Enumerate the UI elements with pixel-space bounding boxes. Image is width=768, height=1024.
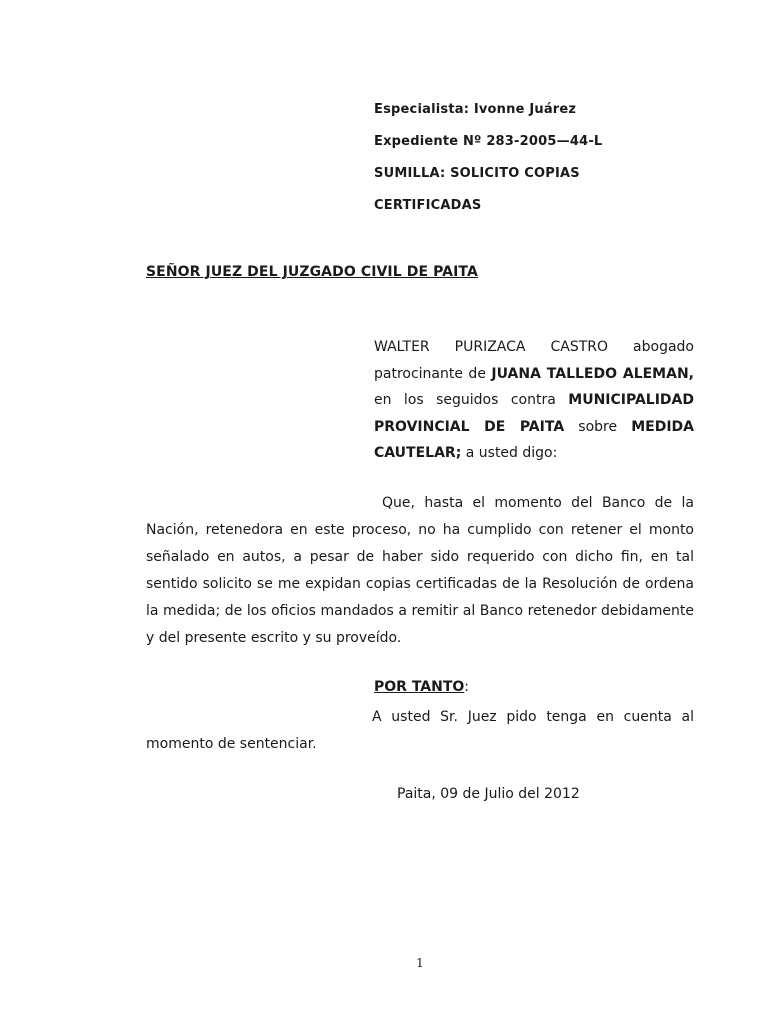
lawyer-name: WALTER PURIZACA CASTRO (374, 339, 609, 355)
addressee-heading: SEÑOR JUEZ DEL JUZGADO CIVIL DE PAITA (146, 264, 478, 280)
intro-paragraph (374, 334, 694, 467)
request-paragraph (146, 704, 694, 758)
defendant-name: MUNICIPALIDAD PROVINCIAL DE PAITA (374, 392, 694, 435)
intro-text-4: a usted digo: (461, 445, 558, 461)
page-number: 1 (416, 956, 424, 970)
summary-line-1: SUMILLA: SOLICITO COPIAS (374, 166, 580, 181)
file-number-line: Expediente Nº 283-2005—44-L (374, 134, 603, 149)
intro-text-2: en los seguidos contra (374, 392, 569, 408)
por-tanto-label: POR TANTO (374, 679, 465, 695)
body-paragraph (146, 490, 694, 652)
intro-text-1: abogado patrocinante de (374, 339, 694, 382)
summary-line-2: CERTIFICADAS (374, 198, 482, 213)
intro-text-3: sobre (564, 418, 632, 435)
request-text: A usted Sr. Juez pido tenga en cuenta al momento de sentenciar. (146, 709, 694, 752)
por-tanto-heading (374, 679, 469, 695)
case-header (374, 100, 694, 228)
matter-name: MEDIDA CAUTELAR; (374, 418, 694, 461)
specialist-line: Especialista: Ivonne Juárez (374, 102, 577, 117)
date-line: Paita, 09 de Julio del 2012 (397, 786, 580, 802)
por-tanto-colon: : (464, 679, 470, 695)
body-text: Que, hasta el momento del Banco de la Nación, retenedora en este proceso, no ha cumplido con retener el monto señalado en autos, a pesar de haber sido requerido con dicho fin, en tal sentido solicito se me expidan copias certificadas de la Resolución de ordena la medida; de los oficios mandados a remitir al Banco retenedor debidamente y del presente escrito y su proveído. (146, 495, 694, 646)
client-name: JUANA TALLEDO ALEMAN, (491, 365, 694, 382)
